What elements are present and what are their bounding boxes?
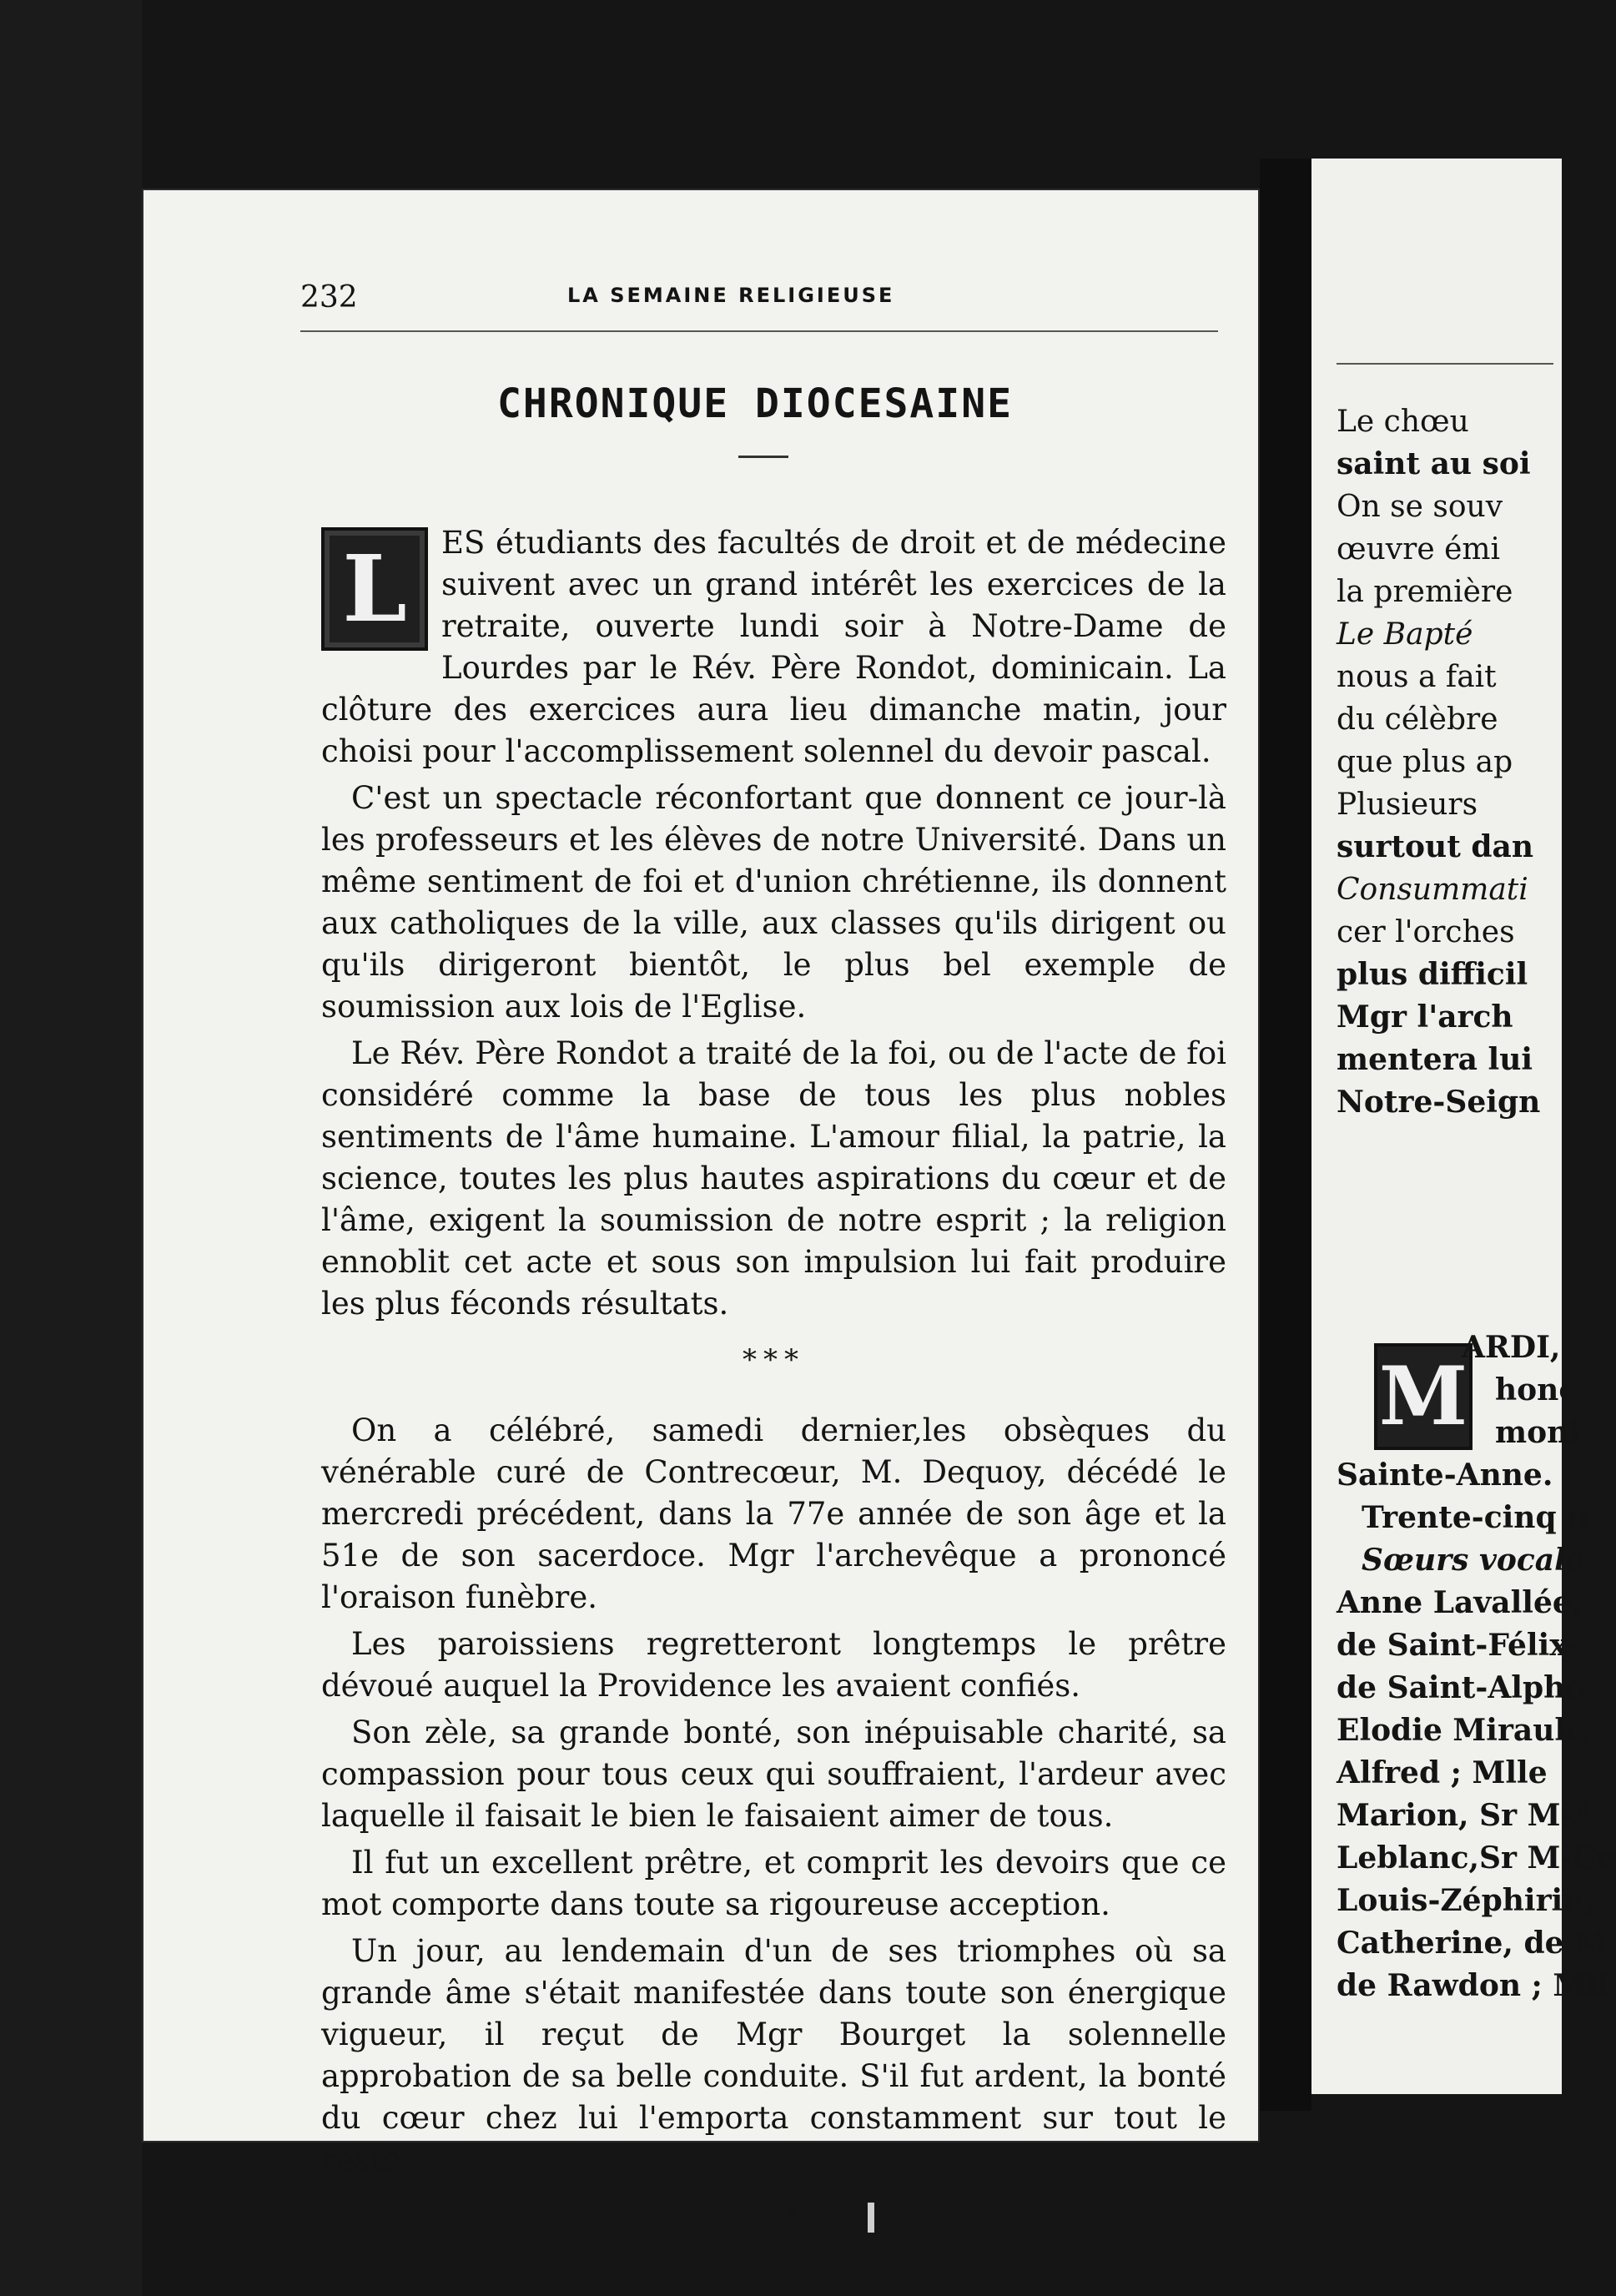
asterism: *** (743, 1343, 805, 1377)
text-line: Sainte-Anne. (1337, 1458, 1553, 1493)
running-title: LA SEMAINE RELIGIEUSE (567, 284, 895, 307)
text-line: Leblanc,Sr M-Ce (1337, 1840, 1616, 1876)
text-line: ARDI, (1462, 1330, 1561, 1365)
title-rule (738, 456, 788, 458)
paragraph: Son zèle, sa grande bonté, son inépuisable charité, sa compassion pour tous ceux qui souffraient, l'ardeur avec laquelle il faisait le bien le faisaient aimer de tous. (321, 1714, 1226, 1834)
text-line: Marion, Sr M-A (1337, 1798, 1597, 1833)
drop-cap: M (1374, 1343, 1473, 1450)
paragraph: Un jour, au lendemain d'un de ses triomphes où sa grande âme s'était manifestée dans toute son énergique vigueur, il reçut de Mgr Bourget la solennelle approbation de sa belle conduite. S'il fut ardent, la bonté du cœur chez lui l'emporta constamment sur tout le reste. (321, 1933, 1226, 2178)
text-line: de Saint-Alpho (1337, 1670, 1586, 1705)
paragraph: Il fut un excellent prêtre, et comprit les devoirs que ce mot comporte dans toute sa rigoureuse acception. (321, 1845, 1226, 1922)
text-line: saint au soi (1337, 446, 1531, 481)
paragraph: Le Rév. Père Rondot a traité de la foi, ou de l'acte de foi considéré comme la base de tous les plus nobles sentiments de l'âme humaine. L'amour filial, la patrie, la science, toutes les plus hautes aspirations du cœur et de l'âme, exigent la soumission de notre esprit ; la religion ennoblit cet acte et sous son impulsion lui fait produire les plus féconds résultats. (321, 1035, 1226, 1322)
text-line: Notre-Seign (1337, 1085, 1541, 1120)
asterism: *** (743, 2199, 805, 2233)
text-line: Catherine, de M (1337, 1926, 1608, 1961)
text-line: cer l'orches (1337, 915, 1515, 949)
text-line: de Rawdon ; Mll (1337, 1968, 1609, 2003)
text-line: mentera lui (1337, 1042, 1533, 1077)
text-line: la première (1337, 575, 1513, 609)
text-line: Sœurs vocale (1362, 1543, 1585, 1578)
right-top-lines (1337, 400, 1540, 1124)
text-line: On se souv (1337, 490, 1503, 524)
page-header (300, 272, 1218, 322)
text-line: Plusieurs (1337, 788, 1478, 822)
drop-cap: L (321, 527, 428, 651)
text-line: Le chœu (1337, 405, 1469, 439)
paragraph: Les paroissiens regretteront longtemps le prêtre dévoué auquel la Providence les avaient confiés. (321, 1626, 1226, 1704)
paragraph: C'est un spectacle réconfortant que donnent ce jour-là les professeurs et les élèves de notre Université. Dans un même sentiment de foi et d'union chrétienne, ils donnent aux catholiques de la ville, aux classes qu'ils dirigent ou qu'ils dirigeront bientôt, le plus bel exemple de soumission aux lois de l'Eglise. (321, 780, 1226, 1025)
text-line: du célèbre (1337, 702, 1498, 737)
right-page (1311, 159, 1616, 2094)
text-line: plus difficil (1337, 957, 1528, 992)
text-line: Louis-Zéphirin, (1337, 1883, 1595, 1918)
text-line: de Saint-Félix- (1337, 1628, 1579, 1663)
scan-border-left (0, 0, 142, 2296)
right-header-rule (1337, 363, 1553, 365)
paragraph-text: ES étudiants des facultés de droit et de médecine suivent avec un grand intérêt les exercices de la retraite, ouverte lundi soir à Notre-Dame de Lourdes par le Rév. Père Rondot, dominicain. La clôture des exercices aura lieu dimanche matin, jour choisi pour l'accomplissement solennel du devoir pascal. (321, 525, 1226, 769)
text-line: Anne Lavallée, (1337, 1585, 1583, 1620)
book-gutter (1260, 159, 1311, 2111)
section-title: CHRONIQUE DIOCESAINE (497, 380, 1013, 427)
text-line: Consummati (1337, 873, 1528, 907)
header-rule (300, 330, 1218, 332)
article-body (321, 522, 1226, 2266)
scan-mark (868, 2203, 874, 2233)
text-line: Mgr l'arch (1337, 999, 1513, 1035)
text-line: Elodie Mirault, (1337, 1713, 1591, 1748)
text-line: nous a fait (1337, 660, 1497, 694)
page-number: 232 (300, 280, 358, 315)
text-line: œuvre émi (1337, 532, 1501, 566)
right-bottom-lines (1337, 1327, 1616, 2007)
text-line: Le Bapté (1337, 617, 1473, 652)
text-line: hono (1495, 1372, 1579, 1407)
paragraph (321, 522, 1226, 773)
paragraph: On a célébré, samedi dernier,les obsèques du vénérable curé de Contrecœur, M. Dequoy, décédé le mercredi précédent, dans la 77e année de son âge et la 51e de son sacerdoce. Mgr l'archevêque a prononcé l'oraison funèbre. (321, 1412, 1226, 1615)
text-line: que plus ap (1337, 745, 1513, 779)
text-line: Alfred ; Mlle (1337, 1755, 1548, 1790)
text-line: moni (1495, 1415, 1580, 1450)
text-line: surtout dan (1337, 829, 1534, 864)
left-page (142, 189, 1260, 2233)
text-line: Trente-cinq p (1362, 1500, 1588, 1535)
